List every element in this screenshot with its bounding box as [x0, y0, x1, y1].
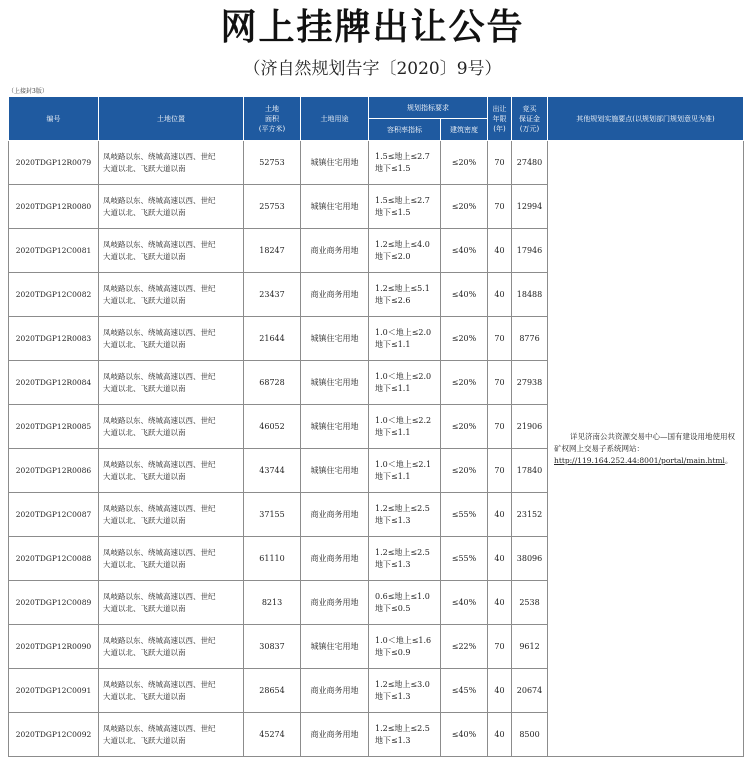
cell-years: 70 — [488, 625, 512, 669]
header-years-line1: 出让 — [492, 104, 507, 113]
cell-location — [99, 185, 244, 229]
cell-location-line1 — [103, 459, 241, 471]
cell-code: 2020TDGP12R0083 — [9, 317, 99, 361]
cell-ratio — [369, 625, 441, 669]
cell-location-text1: 凤岐路以东、绕城高速以西、世纪 — [103, 327, 216, 337]
cell-location-line1 — [103, 195, 241, 207]
cell-deposit: 18488 — [512, 273, 548, 317]
cell-ratio-above: 1.2≤地上≤5.1 — [375, 283, 430, 293]
cell-location-line1 — [103, 371, 241, 383]
cell-deposit: 23152 — [512, 493, 548, 537]
cell-ratio — [369, 493, 441, 537]
cell-location-line2: 大道以北、飞跃大道以南 — [103, 207, 186, 217]
cell-location-text1: 凤岐路以东、绕城高速以西、世纪 — [103, 723, 216, 733]
cell-years: 40 — [488, 713, 512, 757]
cell-ratio-below: 地下≤1.3 — [375, 735, 411, 745]
cell-location-line2: 大道以北、飞跃大道以南 — [103, 163, 186, 173]
cell-area: 8213 — [244, 581, 301, 625]
cell-deposit: 8776 — [512, 317, 548, 361]
header-ratio: 容积率指标 — [369, 119, 441, 141]
cell-years: 70 — [488, 449, 512, 493]
cell-use: 城镇住宅用地 — [301, 185, 369, 229]
cell-years: 70 — [488, 185, 512, 229]
cell-deposit: 12994 — [512, 185, 548, 229]
cell-location-line2: 大道以北、飞跃大道以南 — [103, 427, 186, 437]
cell-location-line1 — [103, 415, 241, 427]
cell-location — [99, 713, 244, 757]
header-years — [488, 97, 512, 141]
cell-location — [99, 361, 244, 405]
header-years-line3: (年) — [493, 124, 506, 133]
cell-ratio-above: 1.5≤地上≤2.7 — [375, 195, 430, 205]
cell-ratio — [369, 317, 441, 361]
cell-location-line2: 大道以北、飞跃大道以南 — [103, 295, 186, 305]
cell-ratio — [369, 713, 441, 757]
cell-ratio-below: 地下≤1.1 — [375, 471, 411, 481]
cell-ratio-above: 0.6≤地上≤1.0 — [375, 591, 430, 601]
cell-area: 21644 — [244, 317, 301, 361]
cell-ratio-below: 地下≤1.5 — [375, 207, 411, 217]
cell-ratio-below: 地下≤1.3 — [375, 515, 411, 525]
cell-code: 2020TDGP12C0089 — [9, 581, 99, 625]
header-notes: 其他规划实施要点(以规划部门规划意见为准) — [548, 97, 744, 141]
cell-years: 40 — [488, 493, 512, 537]
cell-location-line2: 大道以北、飞跃大道以南 — [103, 339, 186, 349]
cell-years: 70 — [488, 141, 512, 185]
cell-ratio-above: 1.0＜地上≤2.0 — [375, 371, 432, 381]
cell-years: 40 — [488, 229, 512, 273]
cell-ratio-above: 1.0＜地上≤1.6 — [375, 635, 432, 645]
cell-ratio — [369, 273, 441, 317]
cell-area: 61110 — [244, 537, 301, 581]
cell-density: ≤20% — [441, 361, 488, 405]
cell-years: 40 — [488, 537, 512, 581]
cell-location-line2: 大道以北、飞跃大道以南 — [103, 515, 186, 525]
continued-note: （上接封3版） — [8, 88, 48, 95]
cell-ratio — [369, 669, 441, 713]
table-row — [9, 141, 744, 185]
cell-use: 商业商务用地 — [301, 669, 369, 713]
cell-ratio-above: 1.2≤地上≤2.5 — [375, 547, 430, 557]
cell-ratio-above: 1.0＜地上≤2.2 — [375, 415, 432, 425]
cell-deposit: 21906 — [512, 405, 548, 449]
cell-ratio — [369, 141, 441, 185]
cell-density: ≤40% — [441, 581, 488, 625]
cell-code: 2020TDGP12R0086 — [9, 449, 99, 493]
cell-density: ≤55% — [441, 493, 488, 537]
header-area-line3: (平方米) — [258, 124, 286, 133]
cell-location — [99, 405, 244, 449]
cell-notes — [548, 141, 744, 757]
cell-use: 商业商务用地 — [301, 273, 369, 317]
cell-ratio — [369, 449, 441, 493]
cell-deposit: 27480 — [512, 141, 548, 185]
cell-location-text1: 凤岐路以东、绕城高速以西、世纪 — [103, 679, 216, 689]
cell-location — [99, 493, 244, 537]
cell-density: ≤40% — [441, 229, 488, 273]
cell-density: ≤40% — [441, 713, 488, 757]
cell-location — [99, 449, 244, 493]
cell-ratio — [369, 361, 441, 405]
cell-location-line1 — [103, 723, 241, 735]
cell-density: ≤20% — [441, 449, 488, 493]
cell-years: 40 — [488, 581, 512, 625]
cell-location — [99, 669, 244, 713]
cell-ratio — [369, 581, 441, 625]
cell-code: 2020TDGP12C0082 — [9, 273, 99, 317]
header-years-line2: 年限 — [492, 114, 507, 123]
cell-area: 68728 — [244, 361, 301, 405]
cell-ratio-above: 1.2≤地上≤2.5 — [375, 503, 430, 513]
cell-deposit: 20674 — [512, 669, 548, 713]
header-planning: 规划指标要求 — [369, 97, 488, 119]
cell-deposit: 17946 — [512, 229, 548, 273]
cell-deposit: 2538 — [512, 581, 548, 625]
cell-ratio-below: 地下≤2.6 — [375, 295, 411, 305]
cell-location-line1 — [103, 591, 241, 603]
cell-deposit: 27938 — [512, 361, 548, 405]
cell-location-text1: 凤岐路以东、绕城高速以西、世纪 — [103, 283, 216, 293]
cell-location-text1: 凤岐路以东、绕城高速以西、世纪 — [103, 415, 216, 425]
cell-ratio-below: 地下≤1.1 — [375, 339, 411, 349]
cell-location-line2: 大道以北、飞跃大道以南 — [103, 735, 186, 745]
cell-deposit: 17840 — [512, 449, 548, 493]
cell-location — [99, 229, 244, 273]
cell-density: ≤20% — [441, 405, 488, 449]
cell-years: 40 — [488, 273, 512, 317]
cell-density: ≤20% — [441, 317, 488, 361]
notes-end: 。 — [724, 455, 733, 465]
cell-ratio-above: 1.2≤地上≤2.5 — [375, 723, 430, 733]
page-subtitle: （济自然规划告字〔2020〕9号） — [243, 59, 502, 79]
cell-area: 46052 — [244, 405, 301, 449]
cell-location-text1: 凤岐路以东、绕城高速以西、世纪 — [103, 371, 216, 381]
land-auction-table — [8, 96, 744, 757]
header-code: 编号 — [9, 97, 99, 141]
cell-ratio-below: 地下≤1.1 — [375, 427, 411, 437]
cell-location-line2: 大道以北、飞跃大道以南 — [103, 251, 186, 261]
cell-location-text1: 凤岐路以东、绕城高速以西、世纪 — [103, 195, 216, 205]
cell-density: ≤22% — [441, 625, 488, 669]
cell-code: 2020TDGP12R0080 — [9, 185, 99, 229]
cell-code: 2020TDGP12R0084 — [9, 361, 99, 405]
header-use: 土地用途 — [301, 97, 369, 141]
cell-location-line2: 大道以北、飞跃大道以南 — [103, 471, 186, 481]
cell-location-text1: 凤岐路以东、绕城高速以西、世纪 — [103, 459, 216, 469]
cell-ratio-below: 地下≤1.3 — [375, 559, 411, 569]
cell-use: 城镇住宅用地 — [301, 449, 369, 493]
header-location: 土地位置 — [99, 97, 244, 141]
cell-ratio — [369, 537, 441, 581]
cell-location — [99, 581, 244, 625]
cell-ratio — [369, 185, 441, 229]
cell-years: 70 — [488, 361, 512, 405]
cell-ratio-below: 地下≤1.5 — [375, 163, 411, 173]
cell-ratio-below: 地下≤1.3 — [375, 691, 411, 701]
cell-location-line2: 大道以北、飞跃大道以南 — [103, 691, 186, 701]
cell-ratio-above: 1.5≤地上≤2.7 — [375, 151, 430, 161]
header-deposit-line1: 竞买 — [522, 104, 537, 113]
cell-location-line1 — [103, 327, 241, 339]
cell-location — [99, 317, 244, 361]
cell-location-text1: 凤岐路以东、绕城高速以西、世纪 — [103, 503, 216, 513]
cell-density: ≤20% — [441, 141, 488, 185]
cell-location-line1 — [103, 151, 241, 163]
cell-location-line1 — [103, 283, 241, 295]
cell-density: ≤20% — [441, 185, 488, 229]
cell-density: ≤45% — [441, 669, 488, 713]
cell-ratio-below: 地下≤1.1 — [375, 383, 411, 393]
cell-use: 城镇住宅用地 — [301, 141, 369, 185]
cell-area: 28654 — [244, 669, 301, 713]
cell-code: 2020TDGP12C0081 — [9, 229, 99, 273]
cell-location-line1 — [103, 547, 241, 559]
cell-area: 30837 — [244, 625, 301, 669]
header-area-line2: 面积 — [265, 114, 279, 123]
cell-use: 商业商务用地 — [301, 713, 369, 757]
cell-years: 40 — [488, 669, 512, 713]
cell-code: 2020TDGP12R0085 — [9, 405, 99, 449]
header-deposit-line3: (万元) — [519, 124, 540, 133]
cell-location-text1: 凤岐路以东、绕城高速以西、世纪 — [103, 591, 216, 601]
header-area — [244, 97, 301, 141]
table-body — [9, 141, 744, 757]
cell-deposit: 8500 — [512, 713, 548, 757]
cell-deposit: 38096 — [512, 537, 548, 581]
cell-code: 2020TDGP12C0088 — [9, 537, 99, 581]
cell-code: 2020TDGP12C0092 — [9, 713, 99, 757]
cell-area: 52753 — [244, 141, 301, 185]
cell-density: ≤40% — [441, 273, 488, 317]
cell-ratio-above: 1.0＜地上≤2.1 — [375, 459, 432, 469]
cell-location-text1: 凤岐路以东、绕城高速以西、世纪 — [103, 635, 216, 645]
cell-code: 2020TDGP12R0090 — [9, 625, 99, 669]
cell-use: 商业商务用地 — [301, 493, 369, 537]
cell-location-line1 — [103, 635, 241, 647]
cell-area: 37155 — [244, 493, 301, 537]
notes-link[interactable]: http://119.164.252.44:8001/portal/main.html — [554, 455, 725, 465]
cell-location — [99, 625, 244, 669]
cell-code: 2020TDGP12C0091 — [9, 669, 99, 713]
header-area-line1: 土地 — [265, 104, 279, 113]
cell-location-line2: 大道以北、飞跃大道以南 — [103, 647, 186, 657]
cell-ratio — [369, 405, 441, 449]
cell-code: 2020TDGP12R0079 — [9, 141, 99, 185]
cell-years: 70 — [488, 405, 512, 449]
page-title: 网上挂牌出让公告 — [220, 7, 525, 48]
cell-use: 城镇住宅用地 — [301, 317, 369, 361]
cell-area: 43744 — [244, 449, 301, 493]
cell-location-line2: 大道以北、飞跃大道以南 — [103, 383, 186, 393]
cell-use: 城镇住宅用地 — [301, 625, 369, 669]
cell-ratio-below: 地下≤0.5 — [375, 603, 411, 613]
cell-ratio-below: 地下≤2.0 — [375, 251, 411, 261]
cell-ratio-above: 1.0＜地上≤2.0 — [375, 327, 432, 337]
cell-use: 商业商务用地 — [301, 229, 369, 273]
header-density: 建筑密度 — [441, 119, 488, 141]
cell-location — [99, 273, 244, 317]
cell-ratio-below: 地下≤0.9 — [375, 647, 411, 657]
cell-location-line1 — [103, 239, 241, 251]
header-deposit-line2: 保证金 — [519, 114, 540, 123]
cell-use: 城镇住宅用地 — [301, 405, 369, 449]
cell-location-text1: 凤岐路以东、绕城高速以西、世纪 — [103, 547, 216, 557]
cell-deposit: 9612 — [512, 625, 548, 669]
cell-ratio — [369, 229, 441, 273]
cell-area: 23437 — [244, 273, 301, 317]
cell-years: 70 — [488, 317, 512, 361]
cell-location-line1 — [103, 503, 241, 515]
cell-location — [99, 141, 244, 185]
cell-area: 45274 — [244, 713, 301, 757]
cell-code: 2020TDGP12C0087 — [9, 493, 99, 537]
cell-area: 18247 — [244, 229, 301, 273]
cell-area: 25753 — [244, 185, 301, 229]
cell-use: 商业商务用地 — [301, 537, 369, 581]
cell-density: ≤55% — [441, 537, 488, 581]
cell-location — [99, 537, 244, 581]
cell-location-text1: 凤岐路以东、绕城高速以西、世纪 — [103, 151, 216, 161]
header-deposit — [512, 97, 548, 141]
cell-location-text1: 凤岐路以东、绕城高速以西、世纪 — [103, 239, 216, 249]
cell-ratio-above: 1.2≤地上≤4.0 — [375, 239, 430, 249]
cell-use: 城镇住宅用地 — [301, 361, 369, 405]
cell-location-line2: 大道以北、飞跃大道以南 — [103, 603, 186, 613]
cell-use: 商业商务用地 — [301, 581, 369, 625]
cell-ratio-above: 1.2≤地上≤3.0 — [375, 679, 430, 689]
cell-location-line1 — [103, 679, 241, 691]
notes-text: 详见济南公共资源交易中心—国有建设用地使用权矿权网上交易子系统网站： — [554, 431, 735, 453]
cell-location-line2: 大道以北、飞跃大道以南 — [103, 559, 186, 569]
